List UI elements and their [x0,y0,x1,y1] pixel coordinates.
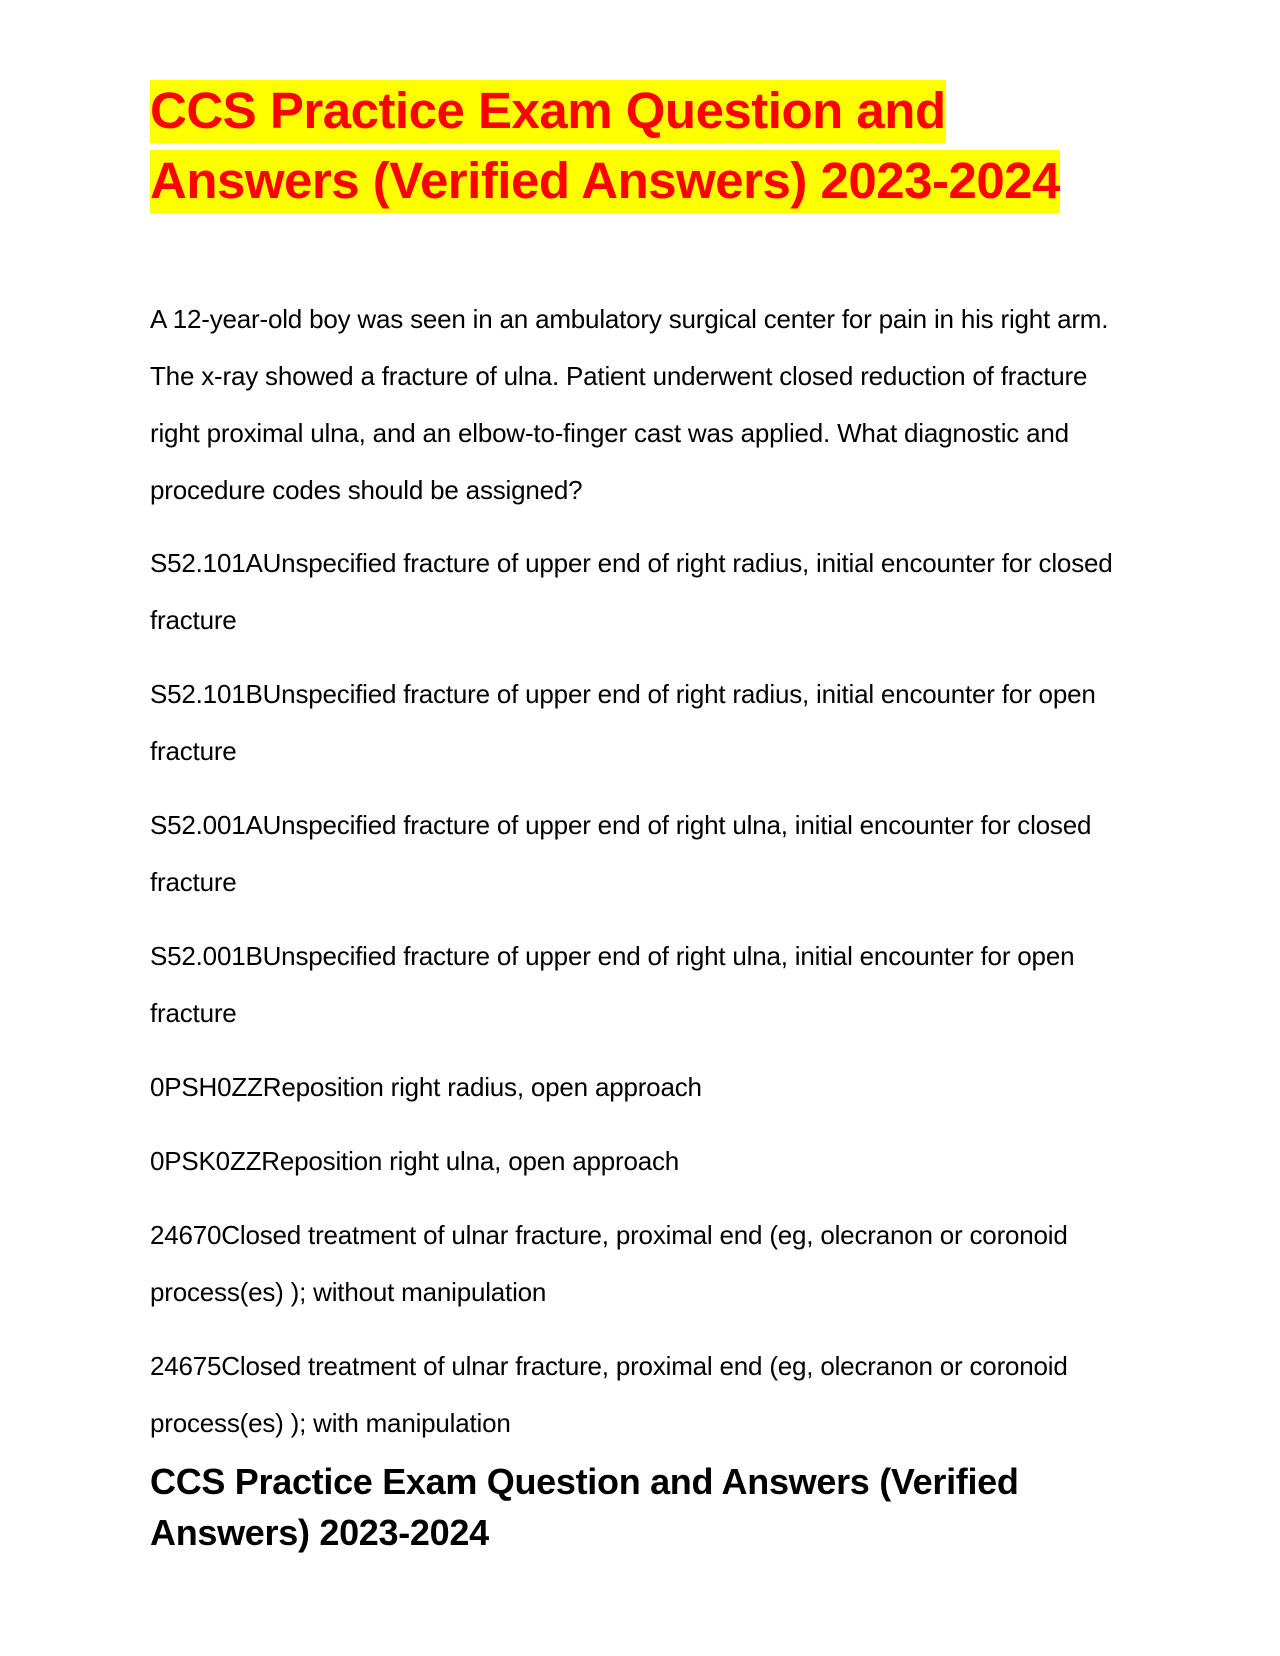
document-page [150,76,1140,1558]
answer-option: S52.001BUnspecified fracture of upper end of right ulna, initial encounter for open fracture [150,941,1075,1028]
document-title [150,76,1140,216]
answer-option: S52.101BUnspecified fracture of upper end of right radius, initial encounter for open fracture [150,679,1096,766]
page-footer-title: CCS Practice Exam Question and Answers (Verified Answers) 2023-2024 [150,1461,1019,1553]
question-text: A 12-year-old boy was seen in an ambulatory surgical center for pain in his right arm. The x-ray showed a fracture of ulna. Patient underwent closed reduction of fracture right proximal ulna, and an elbow-to-finger cast was applied. What diagnostic and procedure codes should be assigned? [150,304,1109,505]
answer-option: S52.001AUnspecified fracture of upper end of right ulna, initial encounter for closed fracture [150,810,1092,897]
answer-option: 24675Closed treatment of ulnar fracture, proximal end (eg, olecranon or coronoid process(es) ); with manipulation [150,1351,1068,1438]
answer-option: S52.101AUnspecified fracture of upper end of right radius, initial encounter for closed fracture [150,548,1113,635]
answer-option: 0PSK0ZZReposition right ulna, open approach [150,1146,680,1176]
title-line-1: CCS Practice Exam Question and [150,80,946,143]
answer-option: 0PSH0ZZReposition right radius, open approach [150,1072,702,1102]
title-line-2: Answers (Verified Answers) 2023-2024 [150,150,1060,213]
answer-options-list [150,535,1140,1452]
answer-option: 24670Closed treatment of ulnar fracture, proximal end (eg, olecranon or coronoid process(es) ); without manipulation [150,1220,1068,1307]
